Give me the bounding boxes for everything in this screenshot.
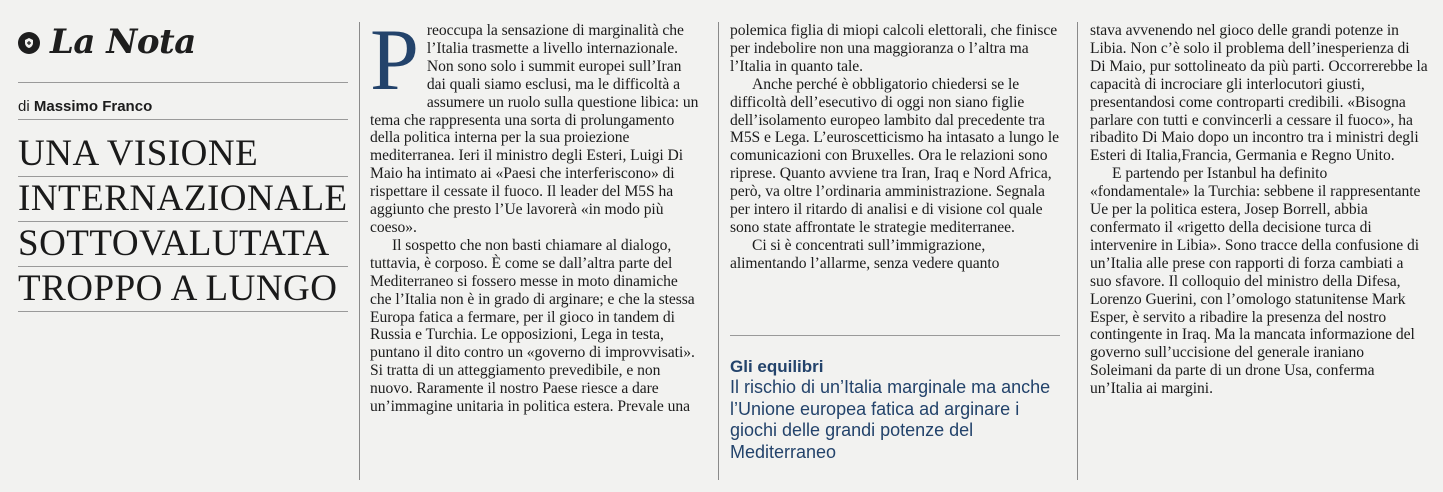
article-column-2 <box>730 22 1060 273</box>
shield-badge-icon <box>18 32 40 54</box>
headline-line: UNA VISIONE <box>18 132 348 177</box>
divider <box>18 82 348 83</box>
drop-cap: P <box>370 12 419 109</box>
paragraph: polemica figlia di miopi calcoli elettorali, che finisce per indebolire non una maggioranza o l’altra ma l’Italia in quanto tale. <box>730 22 1058 75</box>
paragraph: stava avvenendo nel gioco delle grandi potenze in Libia. Non c’è solo il problema dell’inesperienza di Di Maio, pur sottolineato da più parti. Occorrerebbe la capacità di incrociare gli interlocutori giusti, presentandosi come controparti credibili. «Bisogna parlare con tutti e convincerli a cessare il fuoco», ha ribadito Di Maio dopo un incontro tra i ministri degli Esteri di Italia,Francia, Germania e Regno Unito. <box>1090 22 1428 165</box>
paragraph: E partendo per Istanbul ha definito «fondamentale» la Turchia: sebbene il rappresentante Ue per la politica estera, Josep Borrell, abbia confermato il «rigetto della decisione turca di intervenire in Libia». Sono tracce della confusione di un’Italia alle prese con rapporti di forza cambiati a suo sfavore. Il colloquio del ministro della Difesa, Lorenzo Guerini, con l’omologo statunitense Mark Esper, è servito a ribadire la presenza del nostro contingente in Iraq. Ma la mancata informazione del governo sull’uccisione del generale iraniano Soleimani da parte di un drone Usa, conferma un’Italia ai margini. <box>1090 165 1421 398</box>
article-column-1 <box>370 12 700 416</box>
column-divider <box>1077 22 1078 480</box>
headline-line: TROPPO A LUNGO <box>18 267 348 312</box>
byline <box>18 98 348 115</box>
article-header <box>18 22 348 309</box>
article-column-3 <box>1090 22 1428 398</box>
paragraph <box>370 12 700 237</box>
author-name: Massimo Franco <box>33 98 153 115</box>
highlight-text: Il rischio di un’Italia marginale ma anche l’Unione europea fatica ad arginare i giochi delle grandi potenze del Mediterraneo <box>730 377 1051 462</box>
byline-prefix: di <box>18 98 30 115</box>
headline-line: SOTTOVALUTATA <box>18 222 348 267</box>
column-divider <box>359 22 360 480</box>
divider <box>18 119 348 120</box>
paragraph: Anche perché è obbligatorio chiedersi se le difficoltà dell’esecutivo di oggi non siano figlie dell’isolamento europeo lambito dal precedente tra M5S e Lega. L’euroscetticismo ha intasato a lungo le comunicazioni con Bruxelles. Ora le relazioni sono riprese. Quanto avviene tra Iran, Iraq e Nord Africa, però, va oltre l’ordinaria amministrazione. Segnala per intero il ritardo di analisi e di visione col quale sono state affrontate le strategie mediterranee. <box>730 75 1059 236</box>
headline-line: INTERNAZIONALE <box>18 177 348 222</box>
highlight-box <box>730 353 1060 463</box>
highlight-label: Gli equilibri <box>730 357 824 376</box>
paragraph: Ci si è concentrati sull’immigrazione, alimentando l’allarme, senza vedere quanto <box>730 236 1000 272</box>
headline <box>18 132 348 312</box>
column-divider <box>718 22 719 480</box>
column-rubric <box>18 22 348 62</box>
rubric-title: La Nota <box>50 22 196 62</box>
paragraph: Il sospetto che non basti chiamare al dialogo, tuttavia, è corposo. È come se dall’altra parte del Mediterraneo si fossero messe in moto dinamiche che l’Italia non è in grado di arginare; e che la stessa Europa fatica a fermare, per il gioco in tandem di Russia e Turchia. Le opposizioni, Lega in testa, puntano il dito contro un «governo di improvvisati». Si tratta di un atteggiamento prevedibile, e non nuovo. Raramente il nostro Paese riesce a dare un’immagine unitaria in politica estera. Prevale una <box>370 236 695 416</box>
paragraph-text: reoccupa la sensazione di marginalità che l’Italia trasmette a livello internazionale. Non sono solo i summit europei sull’Iran dai quali siamo esclusi, ma le difficoltà a assumere un ruolo sulla questione libica: un tema che rappresenta una sorta di prolungamento della politica interna per la sua proiezione mediterranea. Ieri il ministro degli Esteri, Luigi Di Maio ha intimato ai «Paesi che interferiscono» di rispettare il cessate il fuoco. Il leader del M5S ha aggiunto che presto l’Ue lavorerà «in modo più coeso». <box>370 22 699 236</box>
divider <box>730 335 1060 336</box>
